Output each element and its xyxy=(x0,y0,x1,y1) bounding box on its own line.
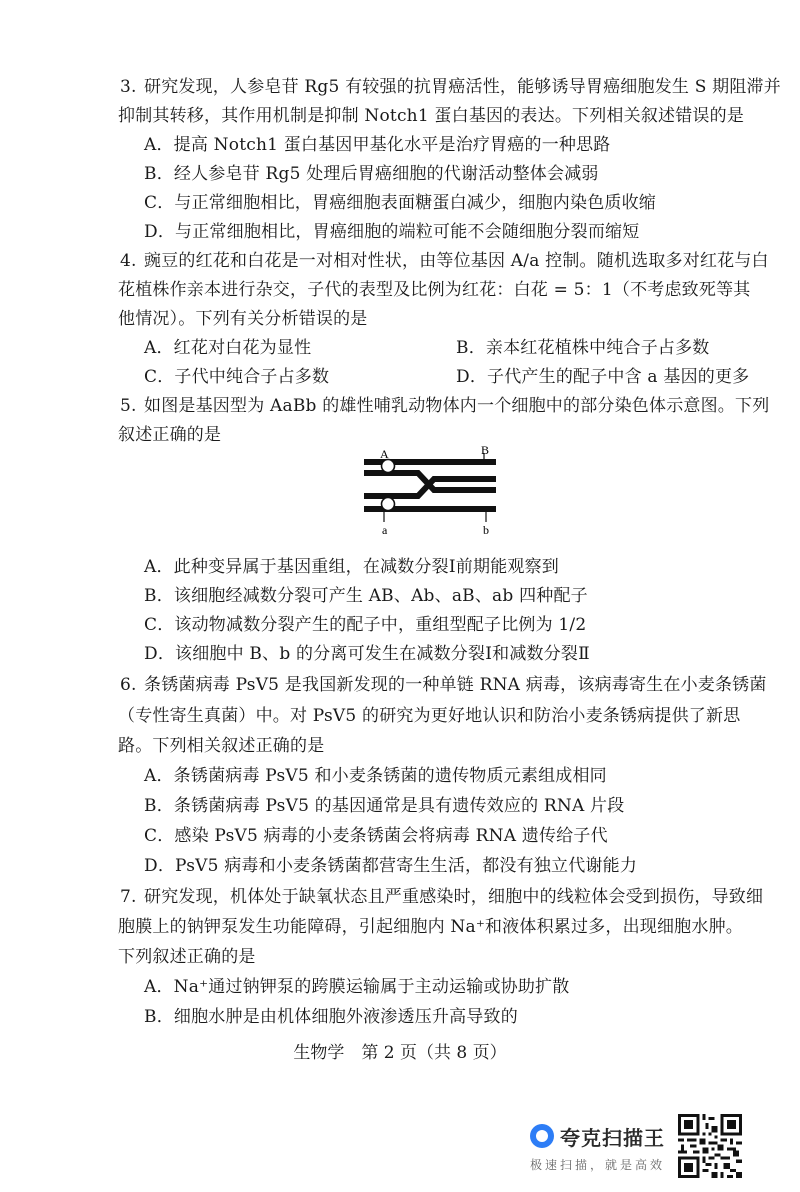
label-B: B xyxy=(481,446,490,457)
page-footer: 生物学 第 2 页（共 8 页） xyxy=(293,1043,507,1063)
q3-option-a: A．提高 Notch1 蛋白基因甲基化水平是治疗胃癌的一种思路 xyxy=(144,135,611,155)
q4-stem-line-3: 他情况）。下列有关分析错误的是 xyxy=(118,309,368,329)
q5-option-a: A．此种变异属于基因重组，在减数分裂Ⅰ前期能观察到 xyxy=(144,557,559,577)
q6-option-b: B．条锈菌病毒 PsV5 的基因通常是具有遗传效应的 RNA 片段 xyxy=(144,796,625,816)
scanner-watermark xyxy=(524,1118,674,1178)
qr-code-icon xyxy=(678,1114,742,1178)
q6-option-a: A．条锈菌病毒 PsV5 和小麦条锈菌的遗传物质元素组成相同 xyxy=(144,766,607,786)
q6-number: 6. xyxy=(120,675,137,695)
q3-stem-line-2: 抑制其转移，其作用机制是抑制 Notch1 蛋白基因的表达。下列相关叙述错误的是 xyxy=(118,106,745,126)
label-A: A xyxy=(380,447,389,461)
q4-option-c: C．子代中纯合子占多数 xyxy=(144,367,330,387)
q3-option-d: D．与正常细胞相比，胃癌细胞的端粒可能不会随细胞分裂而缩短 xyxy=(144,222,640,242)
quark-logo-icon xyxy=(530,1124,554,1148)
q7-number: 7. xyxy=(120,887,137,907)
q7-stem-line-1: 研究发现，机体处于缺氧状态且严重感染时，细胞中的线粒体会受到损伤，导致细 xyxy=(144,887,764,907)
q6-stem-line-2: （专性寄生真菌）中。对 PsV5 的研究为更好地认识和防治小麦条锈病提供了新思 xyxy=(118,706,741,726)
q7-stem-line-3: 下列叙述正确的是 xyxy=(118,947,256,967)
q4-stem-line-1: 豌豆的红花和白花是一对相对性状，由等位基因 A/a 控制。随机选取多对红花与白 xyxy=(144,251,769,271)
watermark-slogan: 极速扫描，就是高效 xyxy=(530,1158,666,1172)
q4-stem-line-2: 花植株作亲本进行杂交，子代的表型及比例为红花：白花 = 5：1（不考虑致死等其 xyxy=(118,280,751,300)
q7-option-a: A．Na⁺通过钠钾泵的跨膜运输属于主动运输或协助扩散 xyxy=(144,977,570,997)
chromosome-figure xyxy=(364,446,496,538)
q6-option-d: D．PsV5 病毒和小麦条锈菌都营寄生生活，都没有独立代谢能力 xyxy=(144,856,638,876)
q6-stem-line-3: 路。下列相关叙述正确的是 xyxy=(118,736,325,756)
q7-stem-line-2: 胞膜上的钠钾泵发生功能障碍，引起细胞内 Na⁺和液体积累过多，出现细胞水肿。 xyxy=(118,917,743,937)
q4-option-a: A．红花对白花为显性 xyxy=(144,338,312,358)
q4-option-d: D．子代产生的配子中含 a 基因的更多 xyxy=(456,367,750,387)
q3-option-b: B．经人参皂苷 Rg5 处理后胃癌细胞的代谢活动整体会减弱 xyxy=(144,164,599,184)
centromere-bottom xyxy=(382,498,395,511)
q5-stem-line-1: 如图是基因型为 AaBb 的雄性哺乳动物体内一个细胞中的部分染色体示意图。下列 xyxy=(144,396,770,416)
centromere-top xyxy=(382,460,395,473)
q5-option-c: C．该动物减数分裂产生的配子中，重组型配子比例为 1/2 xyxy=(144,615,587,635)
q6-stem-line-1: 条锈菌病毒 PsV5 是我国新发现的一种单链 RNA 病毒，该病毒寄生在小麦条锈菌 xyxy=(144,675,767,695)
q5-stem-line-2: 叙述正确的是 xyxy=(118,425,222,445)
q6-option-c: C．感染 PsV5 病毒的小麦条锈菌会将病毒 RNA 遗传给子代 xyxy=(144,826,608,846)
q5-option-b: B．该细胞经减数分裂可产生 AB、Ab、aB、ab 四种配子 xyxy=(144,586,588,606)
q3-option-c: C．与正常细胞相比，胃癌细胞表面糖蛋白减少，细胞内染色质收缩 xyxy=(144,193,657,213)
q4-option-b: B．亲本红花植株中纯合子占多数 xyxy=(456,338,710,358)
q5-number: 5. xyxy=(120,396,137,416)
q3-number: 3. xyxy=(120,77,137,97)
q7-option-b: B．细胞水肿是由机体细胞外液渗透压升高导致的 xyxy=(144,1007,518,1027)
q4-number: 4. xyxy=(120,251,137,271)
label-b: b xyxy=(483,523,489,537)
label-a: a xyxy=(382,523,388,537)
q5-option-d: D．该细胞中 B、b 的分离可发生在减数分裂Ⅰ和减数分裂Ⅱ xyxy=(144,644,590,664)
q3-stem-line-1: 研究发现，人参皂苷 Rg5 有较强的抗胃癌活性，能够诱导胃癌细胞发生 S 期阻滞并 xyxy=(144,77,781,97)
watermark-brand: 夸克扫描王 xyxy=(560,1126,665,1150)
